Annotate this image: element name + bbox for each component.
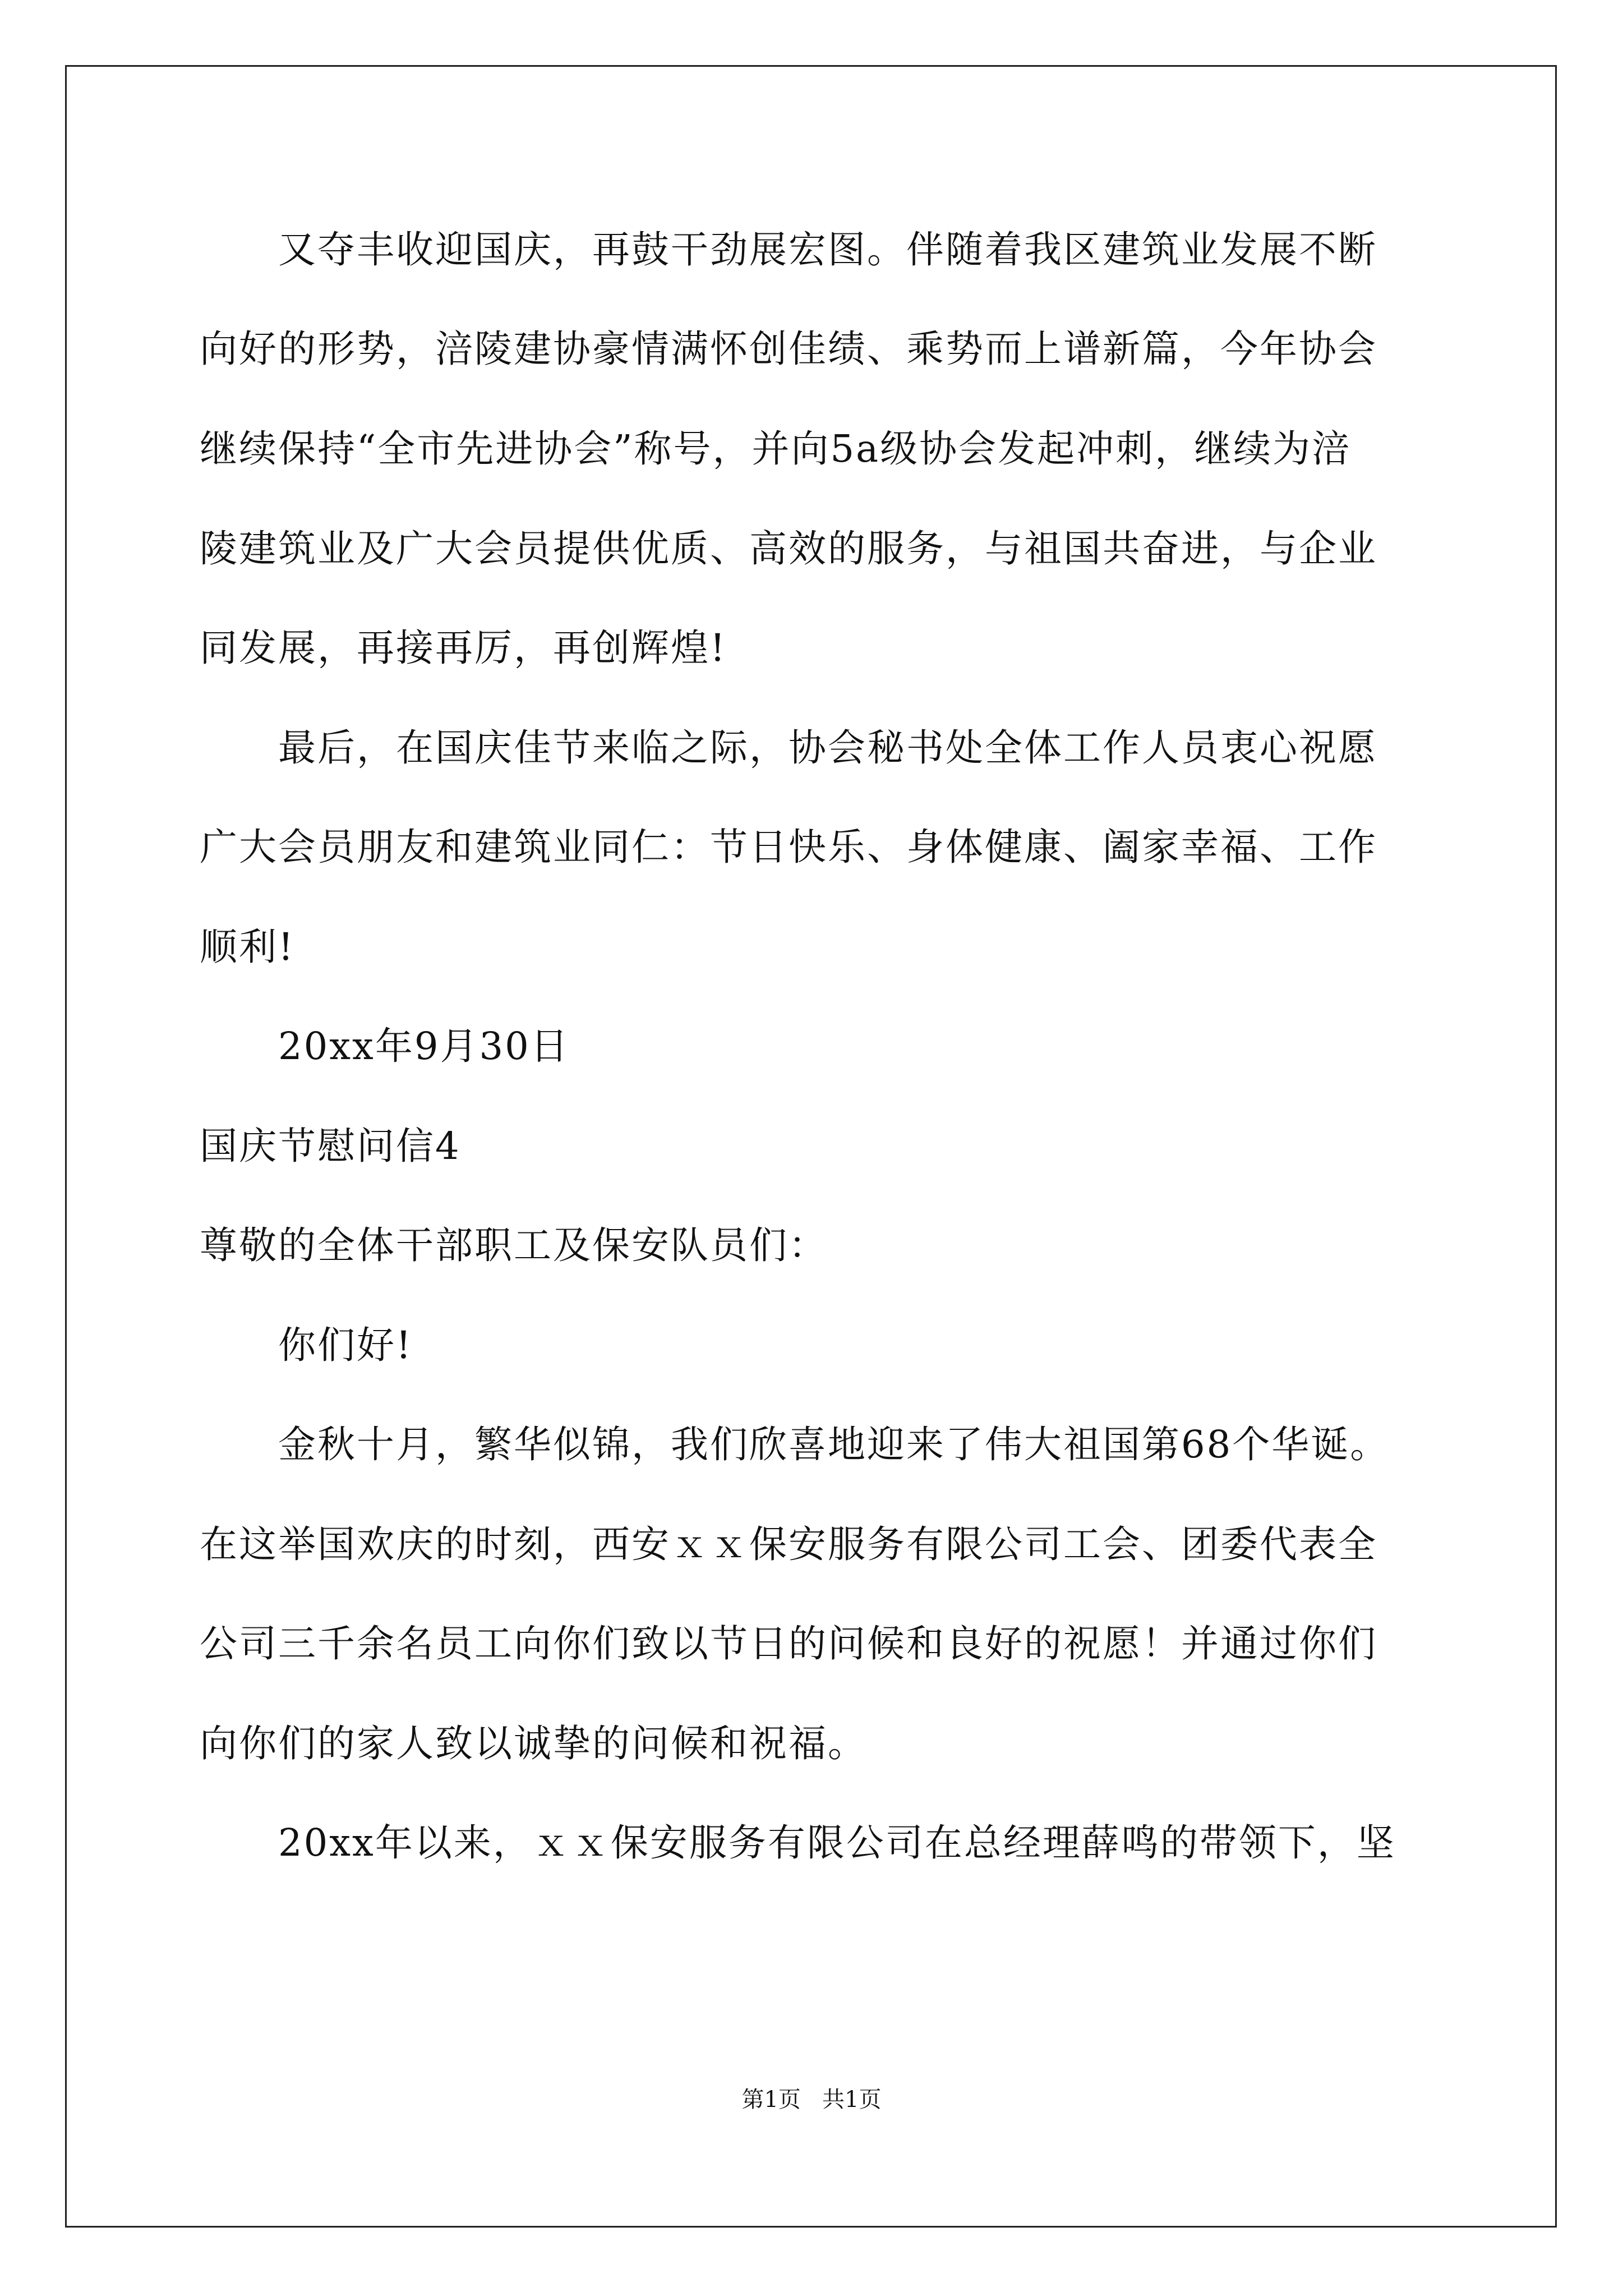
- paragraph-line: 顺利!: [200, 925, 295, 969]
- paragraph-line: 广大会员朋友和建筑业同仁：节日快乐、身体健康、阖家幸福、工作: [200, 825, 1377, 869]
- paragraph-line: 最后，在国庆佳节来临之际，协会秘书处全体工作人员衷心祝愿: [278, 726, 1377, 770]
- greeting: 你们好!: [278, 1323, 413, 1367]
- salutation: 尊敬的全体干部职工及保安队员们：: [200, 1223, 828, 1267]
- paragraph-line: 向好的形势，涪陵建协豪情满怀创佳绩、乘势而上谱新篇，今年协会: [200, 327, 1377, 371]
- paragraph-line: 又夺丰收迎国庆，再鼓干劲展宏图。伴随着我区建筑业发展不断: [278, 228, 1377, 272]
- paragraph-line: 继续保持“全市先进协会”称号，并向5a级协会发起冲刺，继续为涪: [200, 427, 1352, 471]
- paragraph-line: 在这举国欢庆的时刻，西安ｘｘ保安服务有限公司工会、团委代表全: [200, 1522, 1377, 1566]
- paragraph-line: 向你们的家人致以诚挚的问候和祝福。: [200, 1722, 867, 1765]
- section-heading: 国庆节慰问信4: [200, 1124, 461, 1168]
- date-line: 20xx年9月30日: [278, 1024, 570, 1068]
- paragraph-line: 陵建筑业及广大会员提供优质、高效的服务，与祖国共奋进，与企业: [200, 527, 1377, 570]
- paragraph-line: 20xx年以来，ｘｘ保安服务有限公司在总经理薛鸣的带领下，坚: [278, 1821, 1396, 1865]
- paragraph-line: 同发展，再接再厉，再创辉煌!: [200, 626, 727, 670]
- page-footer: 第1页 共1页: [741, 2087, 882, 2113]
- paragraph-line: 金秋十月，繁华似锦，我们欣喜地迎来了伟大祖国第68个华诞。: [278, 1423, 1390, 1466]
- paragraph-line: 公司三千余名员工向你们致以节日的问候和良好的祝愿！并通过你们: [200, 1622, 1377, 1665]
